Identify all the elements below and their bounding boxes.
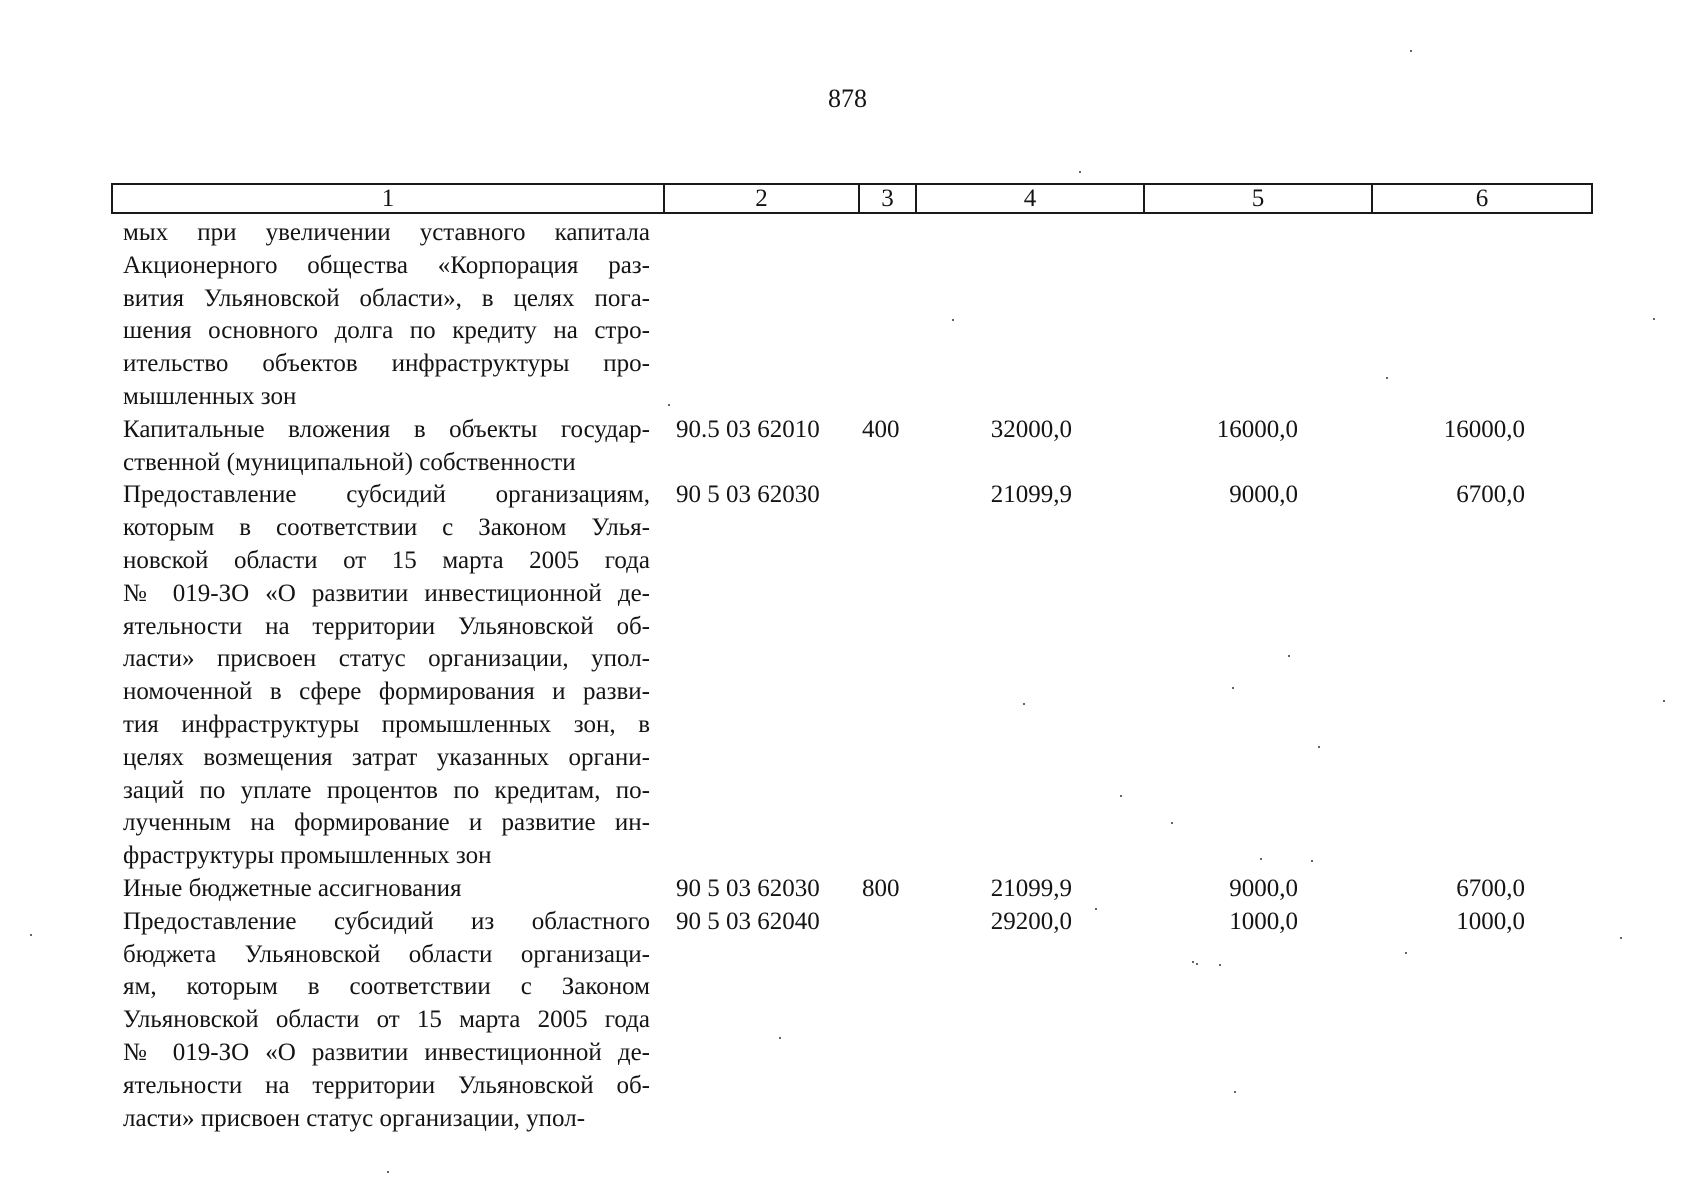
description-line: шения основного долга по кредиту на стро- — [123, 317, 650, 345]
scan-speck — [1311, 860, 1313, 862]
description-line: которым в соответствии с Законом Улья- — [123, 514, 650, 542]
cell-value-col5: 1000,0 — [1229, 907, 1298, 935]
scan-speck — [1171, 822, 1173, 824]
scan-speck — [1663, 700, 1665, 702]
description-line: ям, которым в соответствии с Законом — [123, 973, 650, 1001]
row-description — [123, 479, 650, 873]
description-line: ласти» присвоен статус организации, упол- — [123, 1104, 586, 1132]
scan-speck — [1219, 964, 1221, 966]
description-line: мых при увеличении уставного капитала — [123, 219, 650, 246]
description-line: Иные бюджетные ассигнования — [123, 875, 462, 902]
cell-value-col5: 9000,0 — [1229, 481, 1298, 509]
description-line: бюджета Ульяновской области организаци- — [123, 940, 650, 968]
scan-speck — [1120, 795, 1122, 797]
cell-code: 90 5 03 62030 — [676, 875, 820, 902]
table-header-row — [111, 183, 1593, 214]
cell-code: 90.5 03 62010 — [676, 415, 820, 443]
scan-speck — [1620, 937, 1622, 939]
description-line: номоченной в сфере формирования и разви- — [123, 678, 650, 706]
page-number: 878 — [828, 84, 867, 113]
scan-speck — [30, 934, 32, 936]
description-line: ласти» присвоен статус организации, упол- — [123, 645, 650, 673]
cell-code: 90 5 03 62030 — [676, 481, 820, 509]
scan-speck — [1192, 961, 1194, 963]
scan-speck — [1260, 858, 1262, 860]
scan-speck — [1410, 50, 1412, 52]
description-line: № 019-ЗО «О развитии инвестиционной де- — [123, 1038, 650, 1066]
description-line: ительство объектов инфраструктуры про- — [123, 350, 650, 378]
scan-speck — [1079, 171, 1081, 173]
description-line: лученным на формирование и развитие ин- — [123, 809, 650, 837]
description-line: заций по уплате процентов по кредитам, по- — [123, 776, 650, 804]
description-line: № 019-ЗО «О развитии инвестиционной де- — [123, 579, 650, 607]
scan-speck — [668, 404, 670, 406]
cell-code: 90 5 03 62040 — [676, 907, 820, 935]
scan-speck — [1386, 377, 1388, 379]
scan-speck — [1405, 952, 1407, 954]
description-line: ятельности на территории Ульяновской об- — [123, 612, 650, 640]
description-line: Капитальные вложения в объекты государ- — [123, 415, 650, 443]
description-line: новской области от 15 марта 2005 года — [123, 546, 650, 574]
scan-speck — [1196, 963, 1198, 965]
scan-speck — [1288, 655, 1290, 657]
header-col-2: 2 — [663, 185, 858, 212]
cell-value-col5: 9000,0 — [1229, 875, 1298, 902]
description-line: ятельности на территории Ульяновской об- — [123, 1071, 650, 1099]
description-line: ственной (муниципальной) собственности — [123, 448, 576, 476]
row-description — [123, 217, 650, 414]
row-description — [123, 873, 650, 906]
description-line: мышленных зон — [123, 382, 297, 410]
scan-speck — [952, 319, 954, 321]
scan-speck — [779, 1037, 781, 1039]
cell-value-col4: 21099,9 — [990, 481, 1072, 509]
cell-value-col6: 6700,0 — [1456, 875, 1525, 902]
cell-value-col4: 32000,0 — [990, 415, 1072, 443]
scan-speck — [1653, 318, 1655, 320]
cell-value-col4: 29200,0 — [990, 907, 1072, 935]
description-line: фраструктуры промышленных зон — [123, 842, 492, 870]
header-col-4: 4 — [915, 185, 1143, 212]
cell-value-col5: 16000,0 — [1216, 415, 1298, 443]
scan-speck — [1318, 746, 1320, 748]
header-col-3: 3 — [858, 185, 915, 212]
scan-speck — [387, 1171, 389, 1173]
header-col-6: 6 — [1371, 185, 1591, 212]
description-line: Ульяновской области от 15 марта 2005 года — [123, 1006, 650, 1034]
cell-value-col6: 1000,0 — [1456, 907, 1525, 935]
cell-expense-type: 800 — [862, 875, 900, 902]
scan-speck — [1234, 1091, 1236, 1093]
scan-speck — [1232, 687, 1234, 689]
description-line: Акционерного общества «Корпорация раз- — [123, 251, 650, 279]
cell-value-col6: 6700,0 — [1456, 481, 1525, 509]
description-line: Предоставление субсидий из областного — [123, 907, 650, 935]
description-line: Предоставление субсидий организациям, — [123, 481, 650, 509]
row-description — [123, 906, 650, 1136]
scan-speck — [1095, 908, 1097, 910]
description-line: целях возмещения затрат указанных органи- — [123, 743, 650, 771]
cell-expense-type: 400 — [862, 415, 900, 443]
header-col-5: 5 — [1143, 185, 1371, 212]
description-line: вития Ульяновской области», в целях пога- — [123, 284, 650, 312]
header-col-1: 1 — [381, 185, 395, 212]
cell-value-col6: 16000,0 — [1443, 415, 1525, 443]
scan-speck — [1023, 703, 1025, 705]
cell-value-col4: 21099,9 — [990, 875, 1072, 902]
row-description — [123, 414, 650, 480]
description-line: тия инфраструктуры промышленных зон, в — [123, 710, 650, 738]
